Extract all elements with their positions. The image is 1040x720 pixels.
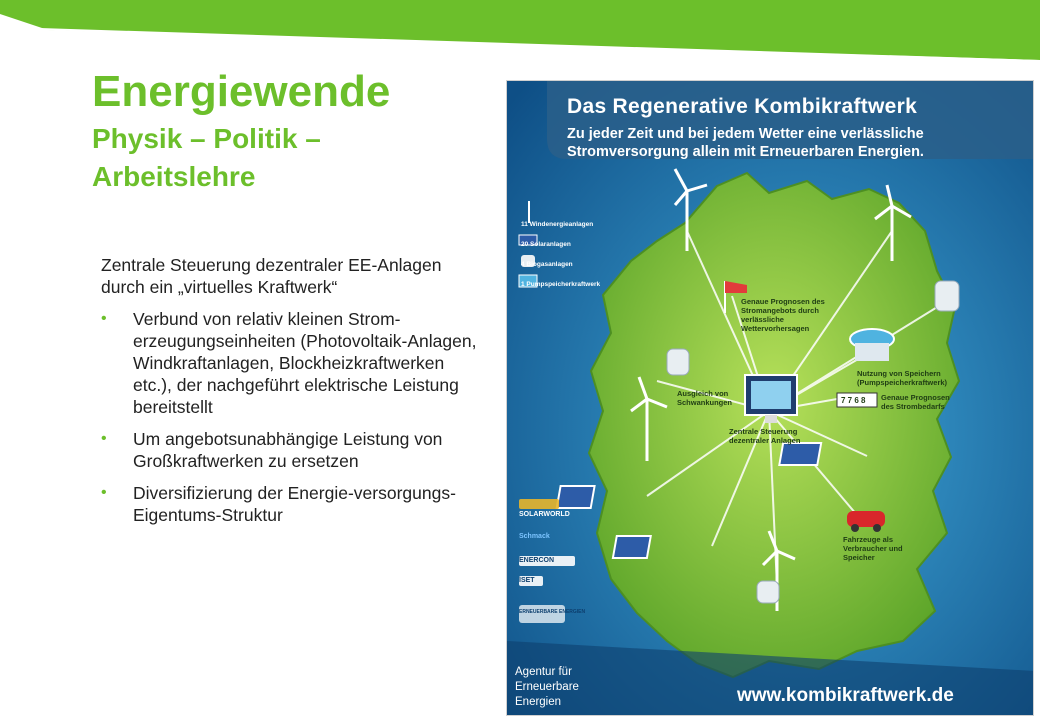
page-title: Energiewende <box>92 67 391 116</box>
bullet-item <box>101 308 481 418</box>
body-text <box>101 254 481 536</box>
label-fahrzeuge: Fahrzeuge als Verbraucher und Speicher <box>843 535 903 562</box>
counter-display: 7 7 6 8 <box>841 396 866 405</box>
poster-url: www.kombikraftwerk.de <box>737 685 954 706</box>
poster-credit: Agentur für Erneuerbare Energien <box>515 666 579 708</box>
bullet-text: Diversifizierung der Energie-versorgungs-Eigentums-Struktur <box>133 483 456 525</box>
label-zentrale: Zentrale Steuerung dezentraler Anlagen <box>729 427 801 445</box>
poster-subtitle: Zu jeder Zeit und bei jedem Wetter eine verlässliche Stromversorgung allein mit Erneuerbaren Energien. <box>567 126 924 160</box>
intro-paragraph: Zentrale Steuerung dezentraler EE-Anlagen durch ein „virtuelles Kraftwerk“ <box>101 255 442 297</box>
legend-solar: 20 Solaranlagen <box>521 241 571 248</box>
bullet-text: Verbund von relativ kleinen Strom-erzeugungseinheiten (Photovoltaik-Anlagen, Windkraftanlagen, Blockheizkraftwerken etc.), der nachgeführt elektrische Leistung bereitstellt <box>133 309 477 417</box>
legend-biogas: 4 Biogasanlagen <box>521 261 573 268</box>
legend-wind: 11 Windenergieanlagen <box>521 221 594 228</box>
logo-iset: ISET <box>519 577 535 584</box>
kombikraftwerk-poster <box>506 80 1034 716</box>
title-block <box>92 66 492 196</box>
label-speicher: Nutzung von Speichern (Pumpspeicherkraftwerk) <box>857 369 948 387</box>
logo-erneuerbare: ERNEUERBARE ENERGIEN <box>519 609 586 615</box>
poster-title: Das Regenerative Kombikraftwerk <box>567 95 918 118</box>
bullet-dot-icon: • <box>101 310 107 327</box>
bullet-text: Um angebotsunabhängige Leistung von Großkraftwerken zu ersetzen <box>133 429 443 471</box>
subtitle-line-2: Arbeitslehre <box>92 161 256 192</box>
page-subtitle <box>92 120 492 196</box>
label-prognosen: Genaue Prognosen des Stromangebots durch verlässliche Wettervorhersagen <box>741 297 825 333</box>
logo-enercon: ENERCON <box>519 557 555 564</box>
legend-pumped-storage: 1 Pumpspeicherkraftwerk <box>521 281 601 288</box>
logo-solarworld: SOLARWORLD <box>519 511 570 518</box>
subtitle-line-1: Physik – Politik – <box>92 123 321 154</box>
label-ausgleich: Ausgleich von Schwankungen <box>677 389 733 407</box>
bullet-list <box>101 308 481 526</box>
logo-schmack: Schmack <box>519 533 550 540</box>
bullet-dot-icon: • <box>101 484 107 501</box>
bullet-dot-icon: • <box>101 430 107 447</box>
label-bedarf: Genaue Prognosen des Strombedarfs <box>881 393 950 411</box>
bullet-item <box>101 482 481 526</box>
bullet-item <box>101 428 481 472</box>
